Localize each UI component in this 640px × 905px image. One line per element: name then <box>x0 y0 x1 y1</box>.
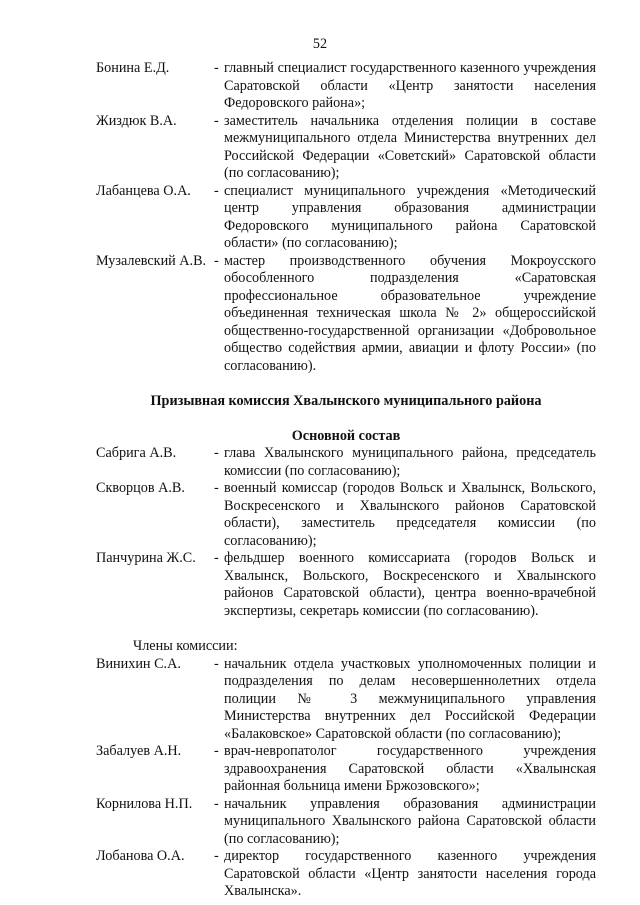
member-description: военный комиссар (городов Вольск и Хвалынск, Вольского, Воскресенского и Хвалынского районов Саратовской области), заместитель председателя комиссии (по согласованию); <box>224 480 596 549</box>
member-name: Лобанова О.А. <box>96 848 185 864</box>
member-row <box>96 253 596 376</box>
member-description: мастер производственного обучения Мокроусского обособленного подразделения «Саратовская профессиональное образовательное учреждение объединенная техническая школа № 2» общероссийской общественно-государственной организации «Добровольное общество содействия армии, авиации и флоту России» (по согласованию). <box>224 252 596 374</box>
member-name: Жиздюк В.А. <box>96 112 177 129</box>
member-description: директор государственного казенного учреждения Саратовской области «Центр занятости населения города Хвалынска». <box>224 848 596 899</box>
member-description: глава Хвалынского муниципального района, председатель комиссии (по согласованию); <box>224 445 596 479</box>
member-name: Бонина Е.Д. <box>96 60 170 76</box>
dash-separator: - <box>214 60 219 76</box>
member-row <box>96 848 596 901</box>
member-description: врач-невропатолог государственного учреждения здравоохранения Саратовской области «Хвалынская районная больница имени Бржозовского»; <box>224 743 596 794</box>
dash-separator: - <box>214 480 219 496</box>
member-name: Музалевский А.В. <box>96 252 207 269</box>
member-row <box>96 183 596 253</box>
dash-separator: - <box>214 252 219 269</box>
member-name: Корнилова Н.П. <box>96 795 193 812</box>
dash-separator: - <box>214 795 219 812</box>
member-list-previous <box>96 60 596 375</box>
member-row <box>96 796 596 849</box>
dash-separator: - <box>214 550 219 566</box>
dash-separator: - <box>214 445 219 461</box>
dash-separator: - <box>214 743 219 759</box>
document-body <box>96 60 596 901</box>
members-title: Члены комиссии: <box>133 638 238 654</box>
member-row <box>96 743 596 796</box>
dash-separator: - <box>214 182 219 199</box>
dash-separator: - <box>214 655 219 672</box>
member-name: Лабанцева О.А. <box>96 182 191 199</box>
member-description: начальник отдела участковых уполномоченных полиции и подразделения по делам несовершеннолетних отдела полиции № 3 межмуниципального управления Министерства внутренних дел Российской Федерации «Балаковское» Саратовской области (по согласованию); <box>224 655 596 742</box>
dash-separator: - <box>214 848 219 864</box>
member-description: заместитель начальника отделения полиции в составе межмуниципального отдела Министерства внутренних дел Российской Федерации «Советский» Саратовской области (по согласованию); <box>224 112 596 181</box>
member-row <box>96 480 596 550</box>
member-description: главный специалист государственного казенного учреждения Саратовской области «Центр занятости населения Федоровского района»; <box>224 60 596 111</box>
member-description: фельдшер военного комиссариата (городов Вольск и Хвалынск, Вольского, Воскресенского и Хвалынского районов Саратовской области), центра военно-врачебной экспертизы, секретарь комиссии (по согласованию). <box>224 550 596 619</box>
member-row <box>96 60 596 113</box>
page-number: 52 <box>312 36 328 52</box>
member-description: начальник управления образования администрации муниципального Хвалынского района Саратовской области (по согласованию); <box>224 795 596 847</box>
commission-title: Призывная комиссия Хвалынского муниципального района <box>150 393 542 409</box>
member-name: Панчурина Ж.С. <box>96 550 196 566</box>
member-row <box>96 656 596 744</box>
member-list-main <box>96 445 596 620</box>
member-description: специалист муниципального учреждения «Методический центр управления образования администрации Федоровского муниципального района Саратовской области» (по согласованию); <box>224 182 596 251</box>
member-row <box>96 550 596 620</box>
member-name: Забалуев А.Н. <box>96 743 182 759</box>
member-name: Сабрига А.В. <box>96 445 177 461</box>
dash-separator: - <box>214 112 219 129</box>
main-composition-title: Основной состав <box>291 427 401 444</box>
member-name: Винихин С.А. <box>96 655 181 672</box>
member-list-members <box>96 656 596 901</box>
member-name: Скворцов А.В. <box>96 480 185 496</box>
member-row <box>96 113 596 183</box>
member-row <box>96 445 596 480</box>
